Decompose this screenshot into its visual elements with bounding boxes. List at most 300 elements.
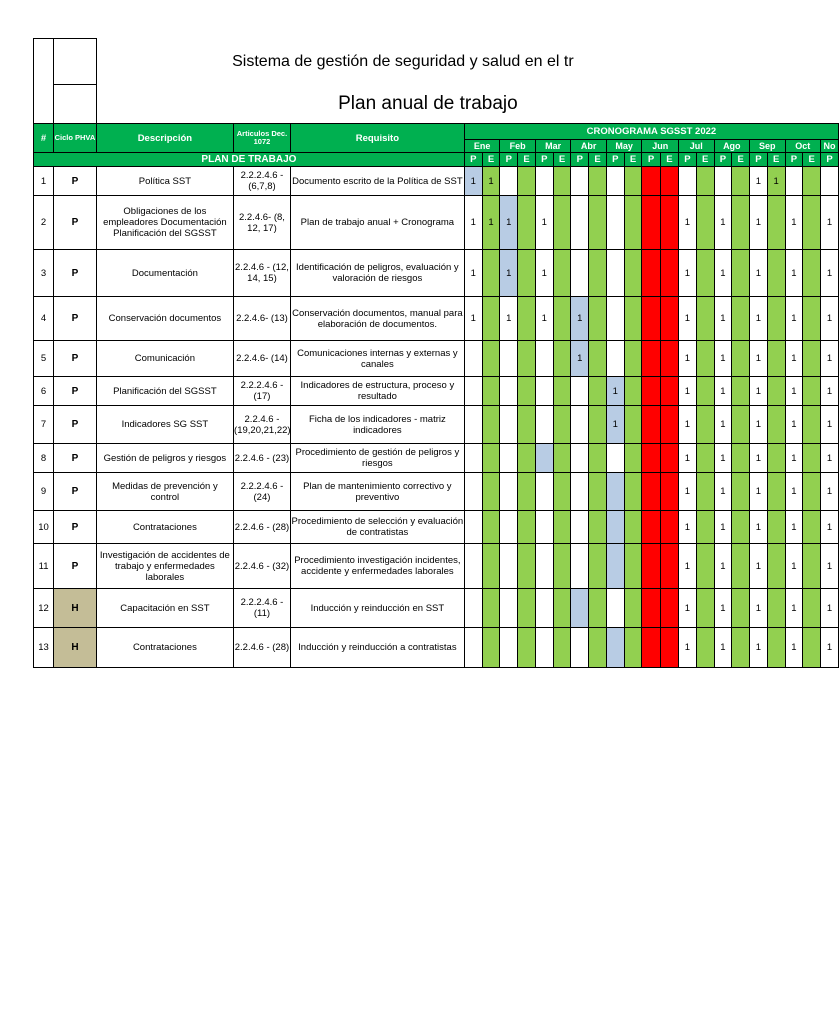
- schedule-cell: [518, 250, 536, 297]
- schedule-cell: 1: [750, 544, 768, 589]
- schedule-cell: 1: [821, 444, 839, 473]
- spreadsheet-area: [33, 38, 836, 701]
- description-cell: Medidas de prevención y control: [96, 473, 233, 511]
- executed-col-header: E: [732, 153, 750, 167]
- schedule-cell: [606, 297, 624, 341]
- requirement-cell: Conservación documentos, manual para elaboración de documentos.: [290, 297, 464, 341]
- cycle-cell: P: [54, 511, 97, 544]
- schedule-cell: [660, 167, 678, 196]
- planned-col-header: P: [714, 153, 732, 167]
- schedule-header: CRONOGRAMA SGSST 2022: [464, 124, 838, 140]
- schedule-cell: [660, 377, 678, 406]
- schedule-cell: [767, 297, 785, 341]
- row-number: 4: [34, 297, 54, 341]
- schedule-cell: [732, 196, 750, 250]
- requirement-cell: Indicadores de estructura, proceso y resultado: [290, 377, 464, 406]
- articles-cell: 2.2.2.4.6 - (17): [234, 377, 291, 406]
- table-row: [34, 589, 839, 628]
- schedule-cell: [553, 473, 571, 511]
- schedule-cell: [464, 377, 482, 406]
- schedule-cell: 1: [750, 628, 768, 668]
- schedule-cell: [606, 589, 624, 628]
- row-number: 3: [34, 250, 54, 297]
- schedule-cell: [803, 589, 821, 628]
- cycle-cell: H: [54, 589, 97, 628]
- schedule-cell: 1: [750, 473, 768, 511]
- table-row: [34, 196, 839, 250]
- schedule-cell: [518, 589, 536, 628]
- cycle-cell: P: [54, 297, 97, 341]
- schedule-cell: 1: [500, 196, 518, 250]
- schedule-cell: [767, 196, 785, 250]
- schedule-cell: 1: [821, 589, 839, 628]
- schedule-cell: [660, 196, 678, 250]
- requirement-cell: Identificación de peligros, evaluación y valoración de riesgos: [290, 250, 464, 297]
- schedule-cell: [696, 511, 714, 544]
- schedule-cell: [642, 341, 660, 377]
- executed-col-header: E: [767, 153, 785, 167]
- schedule-cell: [553, 250, 571, 297]
- schedule-cell: [660, 406, 678, 444]
- schedule-cell: 1: [821, 341, 839, 377]
- schedule-cell: [732, 511, 750, 544]
- cycle-cell: P: [54, 544, 97, 589]
- schedule-cell: [571, 406, 589, 444]
- schedule-cell: [767, 250, 785, 297]
- schedule-cell: [482, 511, 500, 544]
- row-number: 11: [34, 544, 54, 589]
- planned-col-header: P: [500, 153, 518, 167]
- schedule-cell: 1: [750, 377, 768, 406]
- planned-col-header: P: [679, 153, 697, 167]
- description-header: Descripción: [96, 124, 233, 153]
- schedule-cell: [732, 406, 750, 444]
- executed-col-header: E: [696, 153, 714, 167]
- schedule-cell: [518, 196, 536, 250]
- month-header: No: [821, 140, 839, 153]
- schedule-cell: [660, 511, 678, 544]
- schedule-cell: 1: [714, 341, 732, 377]
- schedule-cell: 1: [821, 544, 839, 589]
- schedule-cell: [660, 297, 678, 341]
- schedule-cell: [660, 473, 678, 511]
- schedule-cell: 1: [482, 167, 500, 196]
- requirement-cell: Ficha de los indicadores - matriz indicadores: [290, 406, 464, 444]
- schedule-cell: 1: [750, 589, 768, 628]
- row-number: 2: [34, 196, 54, 250]
- schedule-cell: [606, 473, 624, 511]
- schedule-cell: [624, 167, 642, 196]
- month-header: Jul: [679, 140, 715, 153]
- schedule-cell: [732, 167, 750, 196]
- num-header: #: [34, 124, 54, 153]
- requirement-cell: Plan de mantenimiento correctivo y preventivo: [290, 473, 464, 511]
- cycle-cell: P: [54, 250, 97, 297]
- schedule-cell: [696, 341, 714, 377]
- schedule-cell: [606, 444, 624, 473]
- schedule-cell: [732, 589, 750, 628]
- schedule-cell: [535, 444, 553, 473]
- schedule-cell: 1: [571, 341, 589, 377]
- table-row: [34, 406, 839, 444]
- schedule-cell: 1: [714, 196, 732, 250]
- schedule-cell: [553, 341, 571, 377]
- row-number: 10: [34, 511, 54, 544]
- schedule-cell: [767, 406, 785, 444]
- schedule-cell: [589, 589, 607, 628]
- schedule-cell: [589, 297, 607, 341]
- articles-cell: 2.2.4.6 - (28): [234, 628, 291, 668]
- schedule-cell: [642, 444, 660, 473]
- requirement-cell: Inducción y reinducción a contratistas: [290, 628, 464, 668]
- schedule-cell: [500, 511, 518, 544]
- schedule-cell: [624, 628, 642, 668]
- planned-col-header: P: [785, 153, 803, 167]
- schedule-cell: [518, 473, 536, 511]
- requirement-cell: Comunicaciones internas y externas y canales: [290, 341, 464, 377]
- schedule-cell: 1: [714, 377, 732, 406]
- schedule-cell: [624, 473, 642, 511]
- schedule-cell: [696, 167, 714, 196]
- schedule-cell: 1: [750, 250, 768, 297]
- schedule-cell: 1: [821, 473, 839, 511]
- cycle-cell: H: [54, 628, 97, 668]
- executed-col-header: E: [518, 153, 536, 167]
- planned-col-header: P: [535, 153, 553, 167]
- schedule-cell: 1: [679, 473, 697, 511]
- schedule-cell: [624, 377, 642, 406]
- schedule-cell: [803, 444, 821, 473]
- schedule-cell: 1: [821, 511, 839, 544]
- cycle-cell: P: [54, 444, 97, 473]
- cycle-cell: P: [54, 406, 97, 444]
- description-cell: Política SST: [96, 167, 233, 196]
- schedule-cell: 1: [785, 196, 803, 250]
- executed-col-header: E: [803, 153, 821, 167]
- schedule-cell: [464, 473, 482, 511]
- schedule-cell: [803, 196, 821, 250]
- schedule-cell: [696, 544, 714, 589]
- schedule-cell: [518, 167, 536, 196]
- table-row: [34, 511, 839, 544]
- schedule-cell: 1: [606, 377, 624, 406]
- articles-cell: 2.2.4.6 - (23): [234, 444, 291, 473]
- schedule-cell: 1: [714, 406, 732, 444]
- schedule-cell: [553, 589, 571, 628]
- schedule-cell: [803, 406, 821, 444]
- schedule-cell: [464, 406, 482, 444]
- schedule-cell: [482, 406, 500, 444]
- requirement-cell: Procedimiento de gestión de peligros y riesgos: [290, 444, 464, 473]
- month-header: May: [606, 140, 642, 153]
- schedule-cell: [464, 628, 482, 668]
- schedule-cell: [553, 628, 571, 668]
- schedule-cell: [589, 628, 607, 668]
- description-cell: Capacitación en SST: [96, 589, 233, 628]
- planned-col-header: P: [750, 153, 768, 167]
- schedule-cell: [732, 377, 750, 406]
- schedule-cell: 1: [500, 250, 518, 297]
- schedule-cell: [696, 297, 714, 341]
- schedule-cell: [571, 196, 589, 250]
- schedule-cell: 1: [679, 511, 697, 544]
- table-row: [34, 444, 839, 473]
- schedule-cell: [660, 444, 678, 473]
- schedule-cell: 1: [464, 167, 482, 196]
- system-title: Sistema de gestión de seguridad y salud en el tr: [54, 39, 97, 85]
- schedule-cell: [767, 341, 785, 377]
- schedule-cell: 1: [535, 250, 553, 297]
- schedule-cell: [642, 511, 660, 544]
- schedule-cell: [518, 444, 536, 473]
- schedule-cell: [696, 196, 714, 250]
- schedule-cell: [535, 167, 553, 196]
- schedule-cell: 1: [785, 628, 803, 668]
- month-header: Ene: [464, 140, 500, 153]
- schedule-cell: [767, 377, 785, 406]
- schedule-cell: [589, 250, 607, 297]
- schedule-cell: 1: [482, 196, 500, 250]
- row-number: 9: [34, 473, 54, 511]
- schedule-cell: [571, 628, 589, 668]
- schedule-cell: 1: [679, 377, 697, 406]
- schedule-cell: [767, 473, 785, 511]
- month-header: Oct: [785, 140, 821, 153]
- requirement-cell: Inducción y reinducción en SST: [290, 589, 464, 628]
- table-row: [34, 250, 839, 297]
- schedule-cell: [535, 511, 553, 544]
- schedule-cell: [624, 444, 642, 473]
- schedule-cell: [589, 377, 607, 406]
- cycle-header: Ciclo PHVA: [54, 124, 97, 153]
- schedule-cell: [553, 544, 571, 589]
- schedule-cell: 1: [714, 511, 732, 544]
- schedule-cell: [500, 377, 518, 406]
- schedule-cell: [464, 341, 482, 377]
- description-cell: Indicadores SG SST: [96, 406, 233, 444]
- schedule-cell: [500, 444, 518, 473]
- schedule-cell: [821, 167, 839, 196]
- schedule-cell: [732, 297, 750, 341]
- plan-title: Plan anual de trabajo: [54, 85, 97, 124]
- schedule-cell: [606, 511, 624, 544]
- schedule-cell: [500, 473, 518, 511]
- schedule-cell: 1: [750, 297, 768, 341]
- schedule-cell: [535, 377, 553, 406]
- articles-header: Articulos Dec. 1072: [234, 124, 291, 153]
- schedule-cell: [518, 406, 536, 444]
- articles-cell: 2.2.4.6- (13): [234, 297, 291, 341]
- schedule-cell: 1: [785, 250, 803, 297]
- month-header: Abr: [571, 140, 607, 153]
- schedule-cell: [482, 473, 500, 511]
- row-number: 6: [34, 377, 54, 406]
- month-header: Sep: [750, 140, 786, 153]
- articles-cell: 2.2.2.4.6 - (24): [234, 473, 291, 511]
- executed-col-header: E: [660, 153, 678, 167]
- table-row: [34, 544, 839, 589]
- schedule-cell: 1: [750, 341, 768, 377]
- schedule-cell: [696, 377, 714, 406]
- row-number: 8: [34, 444, 54, 473]
- schedule-cell: [696, 444, 714, 473]
- schedule-cell: [642, 473, 660, 511]
- month-header: Ago: [714, 140, 750, 153]
- schedule-cell: 1: [767, 167, 785, 196]
- requirement-cell: Procedimiento de selección y evaluación de contratistas: [290, 511, 464, 544]
- table-row: [34, 377, 839, 406]
- schedule-cell: [535, 473, 553, 511]
- schedule-cell: [642, 406, 660, 444]
- description-cell: Gestión de peligros y riesgos: [96, 444, 233, 473]
- schedule-cell: 1: [714, 473, 732, 511]
- plan-section-label: PLAN DE TRABAJO: [34, 153, 465, 167]
- schedule-cell: [571, 589, 589, 628]
- schedule-cell: 1: [679, 196, 697, 250]
- articles-cell: 2.2.4.6 - (28): [234, 511, 291, 544]
- schedule-cell: 1: [785, 473, 803, 511]
- schedule-cell: 1: [500, 297, 518, 341]
- schedule-cell: [803, 377, 821, 406]
- articles-cell: 2.2.2.4.6 - (11): [234, 589, 291, 628]
- schedule-cell: 1: [464, 297, 482, 341]
- schedule-cell: [589, 167, 607, 196]
- schedule-cell: [803, 167, 821, 196]
- schedule-cell: [571, 167, 589, 196]
- executed-col-header: E: [624, 153, 642, 167]
- schedule-cell: 1: [785, 511, 803, 544]
- schedule-cell: [803, 511, 821, 544]
- schedule-cell: [696, 589, 714, 628]
- cycle-cell: P: [54, 341, 97, 377]
- schedule-cell: [624, 250, 642, 297]
- schedule-cell: [553, 444, 571, 473]
- schedule-cell: 1: [821, 406, 839, 444]
- table-row: [34, 297, 839, 341]
- schedule-cell: [606, 196, 624, 250]
- executed-col-header: E: [553, 153, 571, 167]
- schedule-cell: [642, 250, 660, 297]
- schedule-cell: [535, 544, 553, 589]
- executed-col-header: E: [589, 153, 607, 167]
- table-row: [34, 167, 839, 196]
- schedule-cell: [553, 406, 571, 444]
- schedule-cell: [553, 297, 571, 341]
- schedule-cell: [518, 511, 536, 544]
- schedule-cell: [606, 544, 624, 589]
- articles-cell: 2.2.4.6 - (19,20,21,22): [234, 406, 291, 444]
- schedule-cell: 1: [679, 341, 697, 377]
- schedule-cell: [500, 628, 518, 668]
- schedule-cell: [589, 444, 607, 473]
- requirement-cell: Procedimiento investigación incidentes, accidente y enfermedades laborales: [290, 544, 464, 589]
- schedule-cell: [624, 341, 642, 377]
- schedule-cell: 1: [464, 196, 482, 250]
- schedule-cell: [606, 628, 624, 668]
- schedule-cell: [624, 406, 642, 444]
- schedule-cell: [571, 511, 589, 544]
- schedule-cell: [500, 167, 518, 196]
- schedule-cell: [571, 377, 589, 406]
- description-cell: Planificación del SGSST: [96, 377, 233, 406]
- description-cell: Investigación de accidentes de trabajo y enfermedades laborales: [96, 544, 233, 589]
- schedule-cell: [803, 473, 821, 511]
- row-number: 1: [34, 167, 54, 196]
- schedule-cell: [642, 196, 660, 250]
- schedule-cell: [482, 297, 500, 341]
- schedule-cell: [553, 377, 571, 406]
- schedule-cell: [606, 167, 624, 196]
- schedule-cell: [482, 341, 500, 377]
- schedule-cell: 1: [714, 628, 732, 668]
- schedule-cell: [589, 473, 607, 511]
- planned-col-header: P: [642, 153, 660, 167]
- schedule-cell: 1: [571, 297, 589, 341]
- planned-col-header: P: [821, 153, 839, 167]
- schedule-cell: 1: [785, 589, 803, 628]
- executed-col-header: E: [482, 153, 500, 167]
- row-number: 13: [34, 628, 54, 668]
- schedule-cell: [660, 250, 678, 297]
- schedule-cell: [696, 250, 714, 297]
- schedule-cell: [642, 297, 660, 341]
- month-header: Feb: [500, 140, 536, 153]
- schedule-cell: [571, 544, 589, 589]
- schedule-cell: 1: [750, 511, 768, 544]
- table-row: [34, 341, 839, 377]
- schedule-cell: [714, 167, 732, 196]
- schedule-cell: [803, 250, 821, 297]
- schedule-cell: [732, 250, 750, 297]
- schedule-cell: 1: [821, 297, 839, 341]
- requirement-header: Requisito: [290, 124, 464, 153]
- schedule-cell: [500, 589, 518, 628]
- schedule-cell: 1: [679, 628, 697, 668]
- description-cell: Contrataciones: [96, 511, 233, 544]
- schedule-cell: [642, 377, 660, 406]
- schedule-cell: 1: [750, 167, 768, 196]
- schedule-cell: [589, 544, 607, 589]
- planned-col-header: P: [606, 153, 624, 167]
- schedule-cell: [803, 544, 821, 589]
- description-cell: Conservación documentos: [96, 297, 233, 341]
- schedule-cell: 1: [785, 341, 803, 377]
- schedule-cell: 1: [679, 297, 697, 341]
- articles-cell: 2.2.4.6- (8, 12, 17): [234, 196, 291, 250]
- requirement-cell: Documento escrito de la Política de SST: [290, 167, 464, 196]
- schedule-cell: [553, 511, 571, 544]
- schedule-cell: [624, 589, 642, 628]
- schedule-cell: [696, 473, 714, 511]
- planned-col-header: P: [464, 153, 482, 167]
- schedule-cell: 1: [821, 196, 839, 250]
- schedule-cell: 1: [714, 250, 732, 297]
- schedule-cell: [642, 544, 660, 589]
- articles-cell: 2.2.4.6- (14): [234, 341, 291, 377]
- schedule-cell: [642, 589, 660, 628]
- cycle-cell: P: [54, 377, 97, 406]
- schedule-cell: [518, 297, 536, 341]
- articles-cell: 2.2.4.6 - (12, 14, 15): [234, 250, 291, 297]
- schedule-cell: 1: [714, 589, 732, 628]
- schedule-cell: [464, 444, 482, 473]
- logo-cell: [34, 39, 54, 124]
- schedule-cell: 1: [750, 406, 768, 444]
- schedule-cell: [606, 250, 624, 297]
- description-cell: Obligaciones de los empleadores Documentación Planificación del SGSST: [96, 196, 233, 250]
- schedule-cell: [767, 444, 785, 473]
- cycle-cell: P: [54, 473, 97, 511]
